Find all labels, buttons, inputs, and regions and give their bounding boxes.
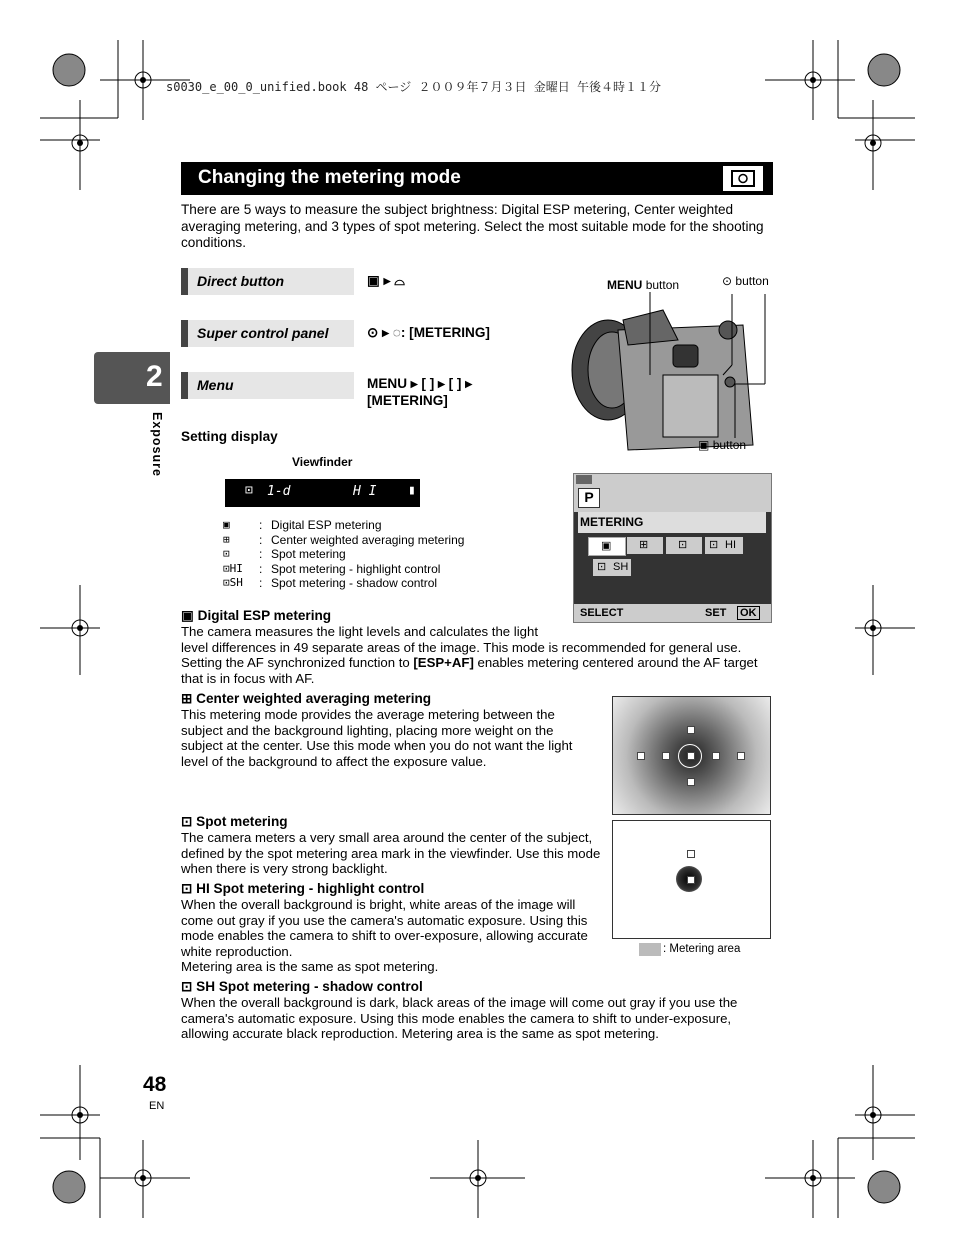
esp-option[interactable] [588,537,626,556]
viewfinder-display: ⊡ 1-d H I ▮ [225,479,420,507]
spot-metering-diagram [612,820,771,939]
legend-row: ⊡ : Spot metering [223,547,346,562]
section-title-bar [181,162,773,195]
esp-metering-icon: ▣ [698,438,710,452]
esp-body-line: The camera measures the light levels and calculates the light [181,624,538,639]
spot-option[interactable] [666,537,702,554]
af-target [662,752,670,760]
esp-metering-icon: ▣ [601,540,612,552]
center-weighted-option[interactable] [627,537,663,554]
spot-hi-icon: ⊡ HI [181,881,210,896]
af-target [637,752,645,760]
lcd-metering-menu [573,473,772,623]
lcd-bottom-bar: SELECT SET OK [574,604,771,622]
spot-icon: ⊡ [245,483,253,498]
legend-row: ▣ : Digital ESP metering [223,518,382,532]
center-weighted-icon: ⊞ [223,532,230,546]
esp-body-line: that is in focus with AF. [181,671,315,686]
sh-body: When the overall background is dark, black areas of the image will come out gray if you use the camera's automatic exposure. Using this mode enables the camera to shift to under-exposure, allowing accurate black reproduction. Metering area is the same as spot metering. [181,995,738,1042]
center-body: This metering mode provides the average metering between the subject and the background lighting, placing more weight on the subject at the center. Use this mode when you do not want the light level of the background to affect the exposure value. [181,707,573,769]
af-target [687,778,695,786]
ok-icon: ⊙ [367,325,379,340]
meter-button-label: ▣ button [698,438,747,452]
chapter-name: Exposure [150,412,164,477]
super-control-panel-value: ⊙ ▸ ◌: [METERING] [367,325,490,340]
spot-body: The camera meters a very small area around the center of the subject, defined by the spot metering area mark in the viewfinder. Use this mode when there is very strong backlight. [181,830,601,877]
shooting-mode: P [578,488,600,508]
center-heading: ⊞ Center weighted averaging metering [181,691,432,706]
center-weighted-icon: ⊞ [639,539,649,551]
spot-icon: ⊡ [181,814,193,829]
intro-text: There are 5 ways to measure the subject brightness: Digital ESP metering, Center weighted averaging metering, and 3 types of spot metering. Select the most suitable mode for the shooting conditions. [181,202,764,250]
esp-body-line: level differences in 49 separate areas of the image. This mode is recommended for general use. [181,640,742,655]
af-target [687,876,695,884]
menu-path-metering: [METERING] [367,393,448,408]
spot-hi-option[interactable]: ⊡ HI [705,537,743,554]
center-weighted-diagram [612,696,771,815]
spot-sh-option[interactable]: ⊡ SH [593,559,631,576]
legend-row: ⊡SH : Spot metering - shadow control [223,576,438,591]
hi-heading: ⊡ HI Spot metering - highlight control [181,881,425,896]
metering-area-caption: : Metering area [663,943,741,955]
hi-body: When the overall background is bright, white areas of the image will come out gray if you use the camera's automatic exposure. Using this mode enables the camera to shift to over-exposure, allowing accurate white reproduction. [181,897,588,959]
metering-legend [223,518,464,591]
ok-icon: ⊙ [722,274,733,288]
esp-metering-icon: ▣ [367,273,380,288]
page-language: EN [149,1100,165,1112]
chapter-tab: 2 [94,352,170,404]
esp-metering-icon: ▣ [223,518,230,531]
callout-lines [560,280,780,455]
spot-sh-icon: ⊡ SH [181,979,216,994]
spot-sh-icon: ⊡SH [223,576,243,590]
setting-display-heading: Setting display [181,429,278,444]
af-target [737,752,745,760]
book-header-line: s0030_e_00_0_unified.book 48 ページ ２００９年７月３日 金曜日 午後４時１１分 [166,80,661,94]
af-target [712,752,720,760]
dial-icon: ⌓ [394,273,405,288]
direct-button-value: ▣ ▸ ⌓ [367,273,405,288]
page-title: Changing the metering mode [198,167,461,188]
hi-body-2: Metering area is the same as spot metering. [181,959,439,974]
esp-heading: ▣ Digital ESP metering [181,608,332,623]
center-weighted-icon: ⊞ [181,691,193,706]
spot-icon: ⊡ [709,539,719,551]
af-target [687,726,695,734]
page-number: 48 [143,1073,167,1096]
menu-path: MENU ▸ [ ] ▸ [ ] ▸ [367,376,473,391]
legend-row: ⊞ : Center weighted averaging metering [223,532,465,547]
battery-icon: ▮ [408,483,416,498]
sh-heading: ⊡ SH Spot metering - shadow control [181,979,423,994]
esp-metering-icon: ▣ [181,608,194,623]
center-circle [678,744,702,768]
spot-icon: ⊡ [597,561,607,573]
tab-super-control-panel: Super control panel [181,320,354,347]
spot-hi-icon: ⊡HI [223,561,243,575]
battery-icon [576,475,592,484]
esp-metering-icon [723,166,763,191]
arrow-pad-icon: ◌ [392,325,401,340]
tab-direct-button: Direct button [181,268,354,295]
af-target [687,850,695,858]
viewfinder-label: Viewfinder [292,455,353,469]
lcd-menu-title: METERING [578,512,766,533]
tab-menu: Menu [181,372,354,399]
ok-button-label: ⊙ button [722,274,769,288]
legend-row: ⊡HI : Spot metering - highlight control [223,561,441,576]
esp-body-line: Setting the AF synchronized function to [ESP+AF] enables metering centered around the AF target [181,655,758,670]
menu-button-label: MENU button [607,278,680,292]
spot-icon: ⊡ [678,539,688,551]
metering-area-swatch [639,943,661,956]
spot-icon: ⊡ [223,547,230,561]
spot-heading: ⊡ Spot metering [181,814,288,829]
